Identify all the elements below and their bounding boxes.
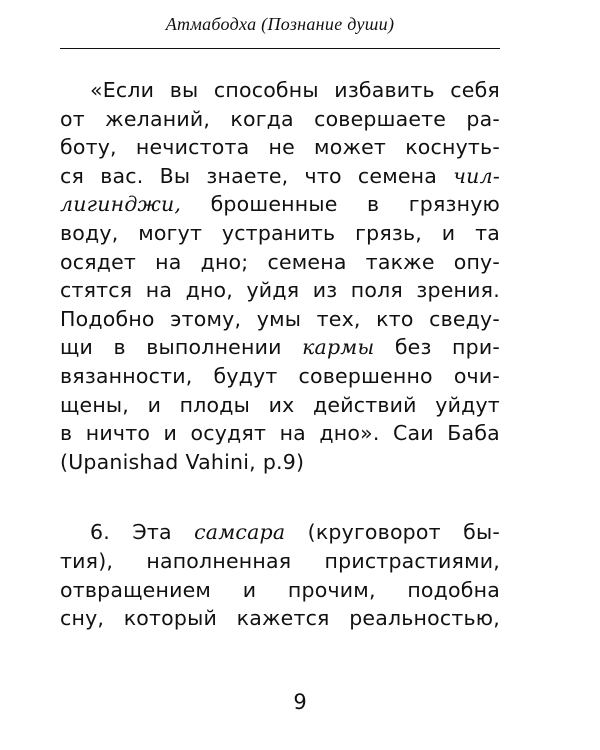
word: Vahini,: [185, 449, 256, 474]
word: грязную: [408, 192, 500, 217]
word: на: [145, 278, 173, 303]
word: ничто: [85, 421, 151, 446]
word: из: [312, 278, 338, 303]
text-line: [60, 333, 500, 362]
word: и: [242, 577, 257, 602]
paragraph-gap: [60, 476, 500, 518]
text-line: [60, 518, 500, 547]
word: при-: [452, 335, 500, 360]
text-line: [60, 547, 500, 576]
text-line: [60, 276, 500, 305]
word: Эта: [132, 520, 172, 545]
header-rule: [60, 48, 500, 49]
word: ра-: [466, 106, 500, 131]
text-line: [60, 576, 500, 605]
text-line: [60, 362, 500, 391]
word: та: [475, 220, 500, 245]
word: который: [123, 606, 218, 631]
word: что: [304, 163, 342, 188]
word: будут: [213, 363, 278, 388]
word: опу-: [453, 249, 500, 274]
word: дно;: [200, 249, 249, 274]
word: наполненная: [146, 548, 292, 573]
word: плоды: [179, 392, 251, 417]
word: ся: [60, 163, 85, 188]
word: очи-: [453, 363, 500, 388]
word: на: [155, 249, 182, 274]
word: уйдя: [246, 278, 300, 303]
word: в: [367, 192, 380, 217]
word: также: [365, 249, 435, 274]
word: осудят: [190, 421, 267, 446]
page-number: 9: [293, 690, 307, 714]
text-line: [60, 133, 500, 162]
word: пристрастиями,: [324, 548, 500, 573]
word: их: [268, 392, 295, 417]
word: действий: [313, 392, 417, 417]
word: зрения.: [416, 278, 500, 303]
word: дно,: [185, 278, 234, 303]
body-text: [60, 76, 500, 633]
word: чил-: [453, 163, 500, 188]
word: и: [163, 421, 178, 446]
text-line: [60, 391, 500, 420]
word: кармы: [302, 335, 375, 360]
word: «Если: [90, 78, 155, 102]
word: воду,: [60, 220, 119, 245]
word: подобна: [407, 577, 500, 602]
word: в: [60, 421, 73, 446]
word: стятся: [60, 278, 133, 303]
word: избавить: [334, 78, 435, 102]
word: Баба: [447, 421, 500, 446]
word: отвращением: [60, 577, 212, 602]
word: щены,: [60, 392, 130, 417]
text-line: [60, 190, 500, 219]
paragraph-quote: [60, 76, 500, 476]
paragraph-six: [60, 518, 500, 632]
word: кажется: [236, 606, 330, 631]
text-line: [60, 219, 500, 248]
word: и: [147, 392, 162, 417]
text-line: [60, 162, 500, 191]
word: (круговорот: [307, 520, 441, 545]
word: семена: [357, 163, 438, 188]
running-head: Атмабодха (Познание души): [165, 14, 395, 34]
word: выполнении: [146, 335, 282, 360]
word: брошенные: [210, 192, 338, 217]
word: сведу-: [429, 306, 500, 331]
word: тия),: [60, 548, 114, 573]
word: совершенно: [298, 363, 433, 388]
word: может: [314, 135, 387, 160]
word: совершаете: [314, 106, 447, 131]
word: осядет: [60, 249, 137, 274]
word: могут: [138, 220, 203, 245]
word: без: [394, 335, 432, 360]
word: тех,: [316, 306, 361, 331]
word: p.9): [262, 449, 305, 474]
word: уйдут: [435, 392, 500, 417]
word: этому,: [170, 306, 242, 331]
text-line: [60, 419, 500, 448]
word: кто: [376, 306, 414, 331]
word: Саи: [393, 421, 434, 446]
text-line: [60, 604, 500, 633]
word: боту,: [60, 135, 117, 160]
word: 6.: [90, 520, 110, 545]
word: прочим,: [287, 577, 376, 602]
word: умы: [256, 306, 302, 331]
word: бы-: [463, 520, 500, 545]
word: себя: [450, 78, 500, 102]
word: способны: [213, 78, 319, 102]
word: Вы: [159, 163, 191, 188]
word: устранить: [221, 220, 336, 245]
word: реальностью,: [349, 606, 500, 631]
text-line: [60, 248, 500, 277]
word: вы: [169, 78, 199, 102]
word: вас.: [100, 163, 144, 188]
word: желаний,: [105, 106, 211, 131]
word: сну,: [60, 606, 105, 631]
word: знаете,: [206, 163, 289, 188]
word: грязь,: [355, 220, 422, 245]
word: в: [113, 335, 126, 360]
word: от: [60, 106, 85, 131]
word: семена: [267, 249, 347, 274]
word: Подобно: [60, 306, 155, 331]
text-line: [60, 305, 500, 334]
word: щи: [60, 335, 94, 360]
word: самсара: [194, 520, 286, 545]
word: и: [441, 220, 456, 245]
word: вязанности,: [60, 363, 193, 388]
word: нечистота: [135, 135, 250, 160]
word: коснуть-: [405, 135, 500, 160]
word: когда: [230, 106, 294, 131]
text-line: [60, 76, 500, 105]
word: дно».: [319, 421, 380, 446]
text-line: [60, 448, 500, 477]
word: (Upanishad: [60, 449, 179, 474]
word: поля: [350, 278, 403, 303]
word: лигинджи,: [60, 192, 182, 217]
word: не: [268, 135, 295, 160]
word: на: [279, 421, 306, 446]
text-line: [60, 105, 500, 134]
